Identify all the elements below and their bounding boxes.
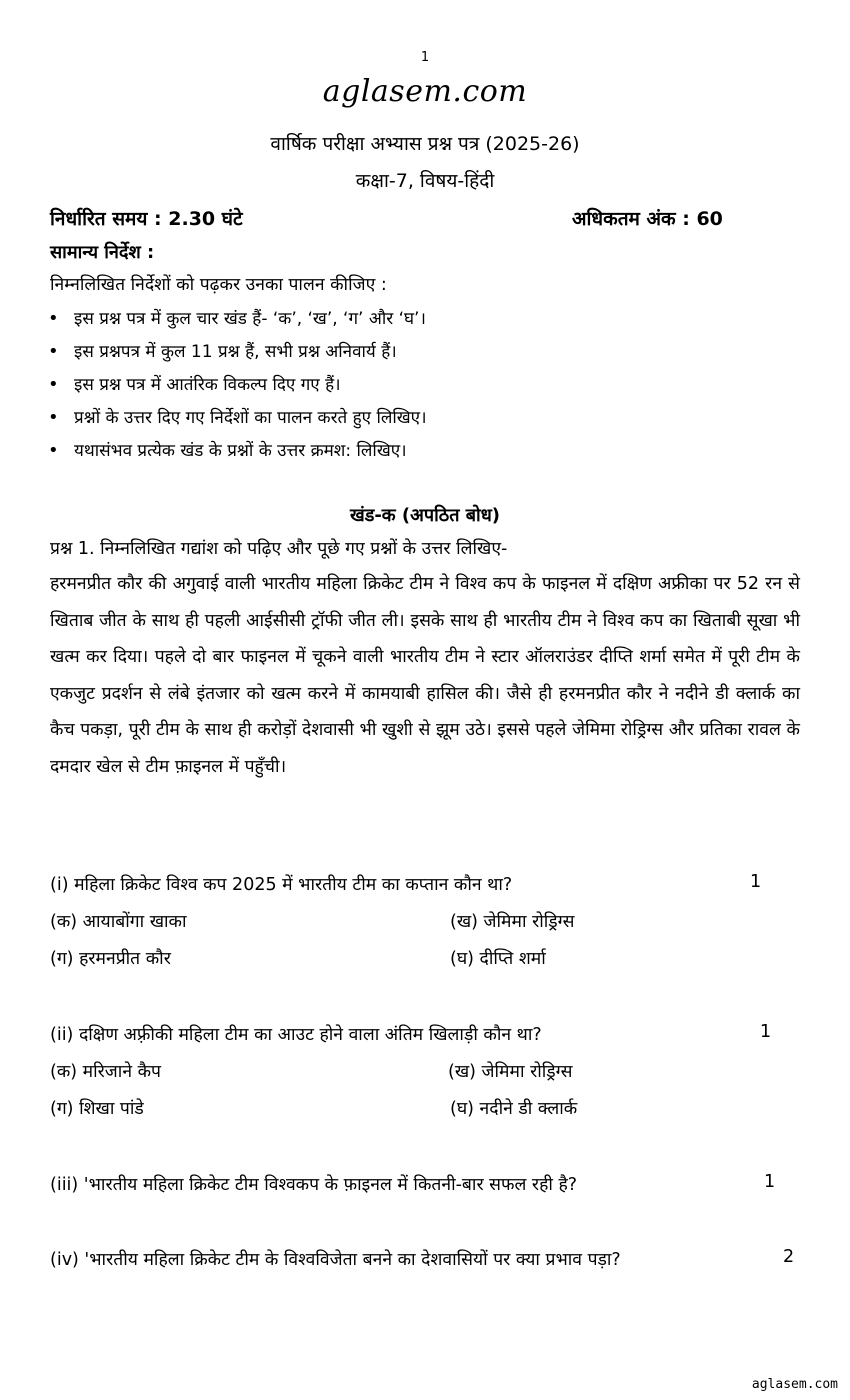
option: (क) मरिजाने कैप: [50, 1062, 161, 1082]
option: (घ) दीप्ति शर्मा: [450, 949, 546, 969]
time-allowed: निर्धारित समय : 2.30 घंटे: [50, 208, 243, 230]
option: (ख) जेमिमा रोड्रिग्स: [448, 1062, 573, 1082]
instruction-item: • इस प्रश्न पत्र में आतंरिक विकल्प दिए गए हैं।: [48, 368, 427, 401]
question-text: (iv) 'भारतीय महिला क्रिकेट टीम के विश्वविजेता बनने का देशवासियों पर क्या प्रभाव पड़ा?: [50, 1250, 621, 1270]
question-marks: 1: [760, 1022, 772, 1042]
max-marks: अधिकतम अंक : 60: [572, 208, 723, 230]
instructions-heading: सामान्य निर्देश :: [50, 242, 155, 263]
instruction-item: • इस प्रश्नपत्र में कुल 11 प्रश्न हैं, सभी प्रश्न अनिवार्य हैं।: [48, 335, 427, 368]
question-text: (ii) दक्षिण अफ़्रीकी महिला टीम का आउट होने वाला अंतिम खिलाड़ी कौन था?: [50, 1025, 542, 1045]
aglasem-logo: aglasem.com: [322, 74, 528, 109]
option: (ग) शिखा पांडे: [50, 1099, 144, 1119]
question-marks: 1: [750, 872, 762, 892]
instruction-item: • प्रश्नों के उत्तर दिए गए निर्देशों का पालन करते हुए लिखिए।: [48, 401, 427, 434]
option: (घ) नदीने डी क्लार्क: [450, 1099, 578, 1119]
paper-subtitle: कक्षा-7, विषय-हिंदी: [355, 170, 495, 192]
instruction-item: • यथासंभव प्रत्येक खंड के प्रश्नों के उत्तर क्रमश: लिखिए।: [48, 434, 427, 467]
question-marks: 2: [783, 1247, 795, 1267]
unseen-passage: हरमनप्रीत कौर की अगुवाई वाली भारतीय महिला क्रिकेट टीम ने विश्व कप के फाइनल में दक्षिण अफ्रीका पर 52 रन से खिताब जीत के साथ ही पहली आईसीसी ट्रॉफी जीत ली। इसके साथ ही भारतीय टीम ने विश्व कप का खिताबी सूखा भी खत्म कर दिया। पहले दो बार फाइनल में चूकने वाली भारतीय टीम ने स्टार ऑलराउंडर दीप्ति शर्मा समेत में पूरी टीम के एकजुट प्रदर्शन से लंबे इंतजार को खत्म करने में कामयाबी हासिल की। जैसे ही हरमनप्रीत कौर ने नदीने डी क्लार्क का कैच पकड़ा, पूरी टीम के साथ ही करोड़ों देशवासी भी खुशी से झूम उठे। इससे पहले जेमिमा रोड्रिग्स और प्रतिका रावल के दमदार खेल से टीम फ़ाइनल में पहुँची।: [50, 574, 800, 777]
question-text: (iii) 'भारतीय महिला क्रिकेट टीम विश्वकप के फ़ाइनल में कितनी-बार सफल रही है?: [50, 1175, 578, 1195]
option: (क) आयाबोंगा खाका: [50, 912, 187, 932]
section-heading: खंड-क (अपठित बोध): [349, 505, 500, 526]
option: (ख) जेमिमा रोड्रिग्स: [450, 912, 575, 932]
instructions-intro: निम्नलिखित निर्देशों को पढ़कर उनका पालन कीजिए :: [50, 275, 387, 295]
option: (ग) हरमनप्रीत कौर: [50, 949, 171, 969]
page-number: 1: [420, 50, 430, 65]
question-marks: 1: [764, 1172, 776, 1192]
instructions-list: [48, 302, 427, 467]
paper-title: वार्षिक परीक्षा अभ्यास प्रश्न पत्र (2025-26): [270, 133, 580, 155]
question-intro: प्रश्न 1. निम्नलिखित गद्यांश को पढ़िए और पूछे गए प्रश्नों के उत्तर लिखिए-: [50, 539, 508, 559]
question-text: (i) महिला क्रिकेट विश्व कप 2025 में भारतीय टीम का कप्तान कौन था?: [50, 875, 513, 895]
instruction-item: • इस प्रश्न पत्र में कुल चार खंड हैं- ‘क’, ‘ख’, ‘ग’ और ‘घ’।: [48, 302, 427, 335]
footer-watermark: aglasem.com: [751, 1377, 838, 1392]
